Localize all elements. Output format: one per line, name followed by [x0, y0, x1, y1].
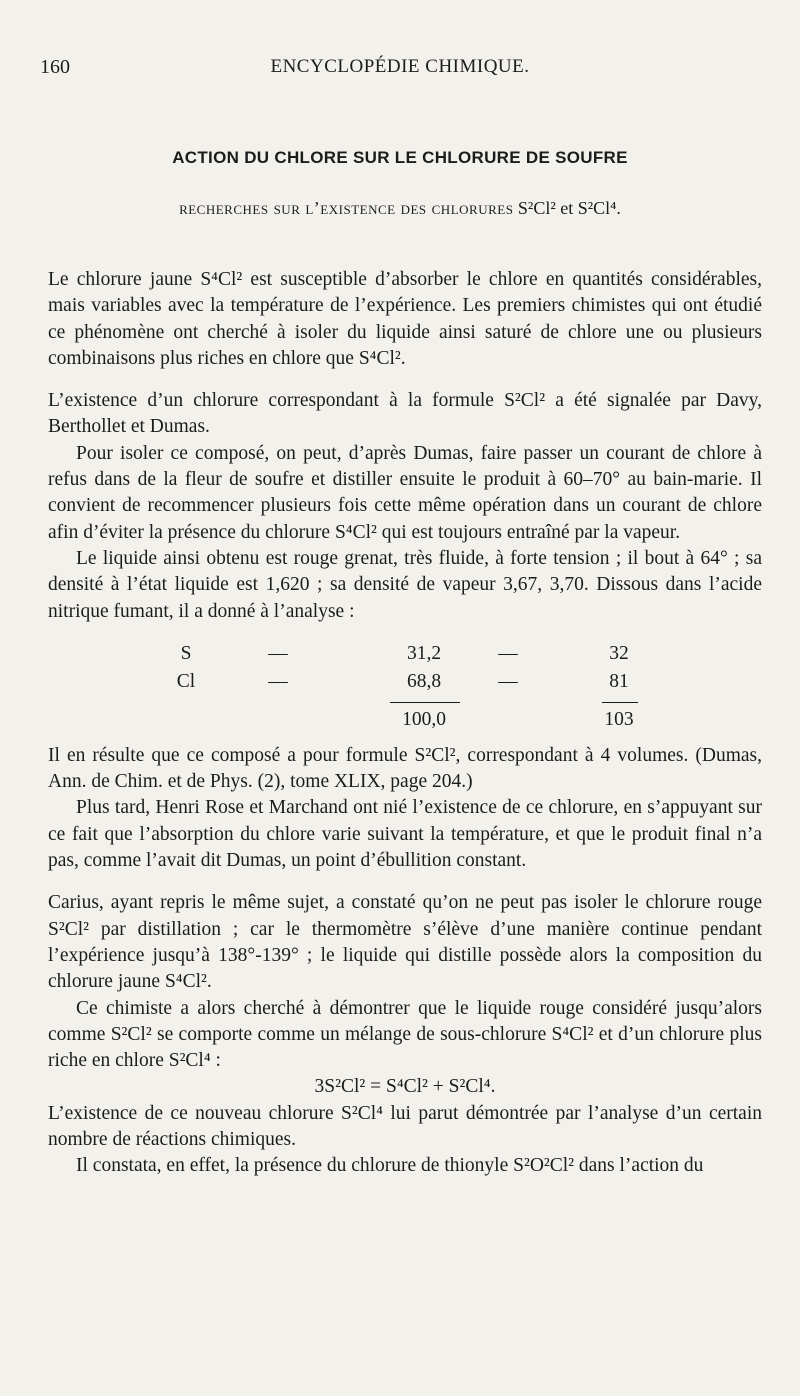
running-header: [0, 56, 800, 86]
paragraph: Carius, ayant repris le même sujet, a constaté qu’on ne peut pas isoler le chlorure rouge S²Cl² par distillation ; car le thermomètre s’élève d’une manière continue pendant l’expérience jusqu’à 138°-139° ; le liquide qui distille possède alors la composition du chlorure jaune S⁴Cl².: [48, 892, 762, 993]
paragraph: Ce chimiste a alors cherché à démontrer que le liquide rouge considéré jusqu’alors comme S²Cl² se comporte comme un mélange de sous-chlorure S⁴Cl² et d’un chlorure plus riche en chlore S²Cl⁴ :: [48, 997, 762, 1072]
theory-cell: 32: [609, 642, 629, 664]
dash-cell: —: [498, 642, 518, 664]
paragraph: Il constata, en effet, la présence du chlorure de thionyle S²O²Cl² dans l’action du: [76, 1155, 704, 1177]
article-subtitle: [0, 198, 800, 219]
dash-cell: —: [268, 642, 288, 664]
paragraph: Pour isoler ce composé, on peut, d’après Dumas, faire passer un courant de chlore à refus dans de la fleur de soufre et distiller ensuite le produit à 60–70° au bain-marie. Il convient de recommencer plusieurs fois cette même opération dans un courant de chlore afin d’éviter la présence du chlorure S⁴Cl² qui est toujours entraîné par la vapeur.: [48, 442, 762, 543]
dash-cell: —: [498, 670, 518, 692]
paragraph: Il en résulte que ce composé a pour formule S²Cl², correspondant à 4 volumes. (Dumas, Ann. de Chim. et de Phys. (2), tome XLIX, page 204.): [48, 744, 762, 793]
page-number: 160: [40, 56, 70, 78]
percent-cell: 31,2: [406, 642, 442, 664]
dash-cell: —: [268, 670, 288, 692]
paragraph: Plus tard, Henri Rose et Marchand ont nié l’existence de ce chlorure, en s’appuyant sur ce fait que l’absorption du chlore varie suivant la température, et que le produit final n’a pas, comme l’avait dit Dumas, un point d’ébullition constant.: [48, 797, 762, 872]
running-title: ENCYCLOPÉDIE CHIMIQUE.: [270, 56, 530, 77]
equation: 3S²Cl² = S⁴Cl² + S²Cl⁴.: [314, 1076, 496, 1098]
sum-rule: [390, 702, 460, 703]
element-cell: Cl: [176, 670, 196, 692]
paragraph: Le chlorure jaune S⁴Cl² est susceptible d’absorber le chlore en quantités considérables, mais variables avec la température de l’expérience. Les premiers chimistes qui ont étudié ce phénomène ont cherché à isoler du liquide ainsi saturé de chlore une ou plusieurs combinaisons plus riches en chlore que S⁴Cl².: [48, 269, 762, 369]
paragraph: L’existence de ce nouveau chlorure S²Cl⁴ lui parut démontrée par l’analyse d’un certain nombre de réactions chimiques.: [48, 1102, 762, 1151]
element-cell: S: [180, 642, 192, 664]
paragraph: L’existence d’un chlorure correspondant à la formule S²Cl² a été signalée par Davy, Berthollet et Dumas.: [48, 390, 762, 438]
total-percent: 100,0: [402, 708, 446, 730]
sum-rule: [602, 702, 638, 703]
analysis-table: [48, 629, 762, 739]
subtitle-formula: S²Cl² et S²Cl⁴.: [517, 198, 621, 218]
article-title: ACTION DU CHLORE SUR LE CHLORURE DE SOUFRE: [172, 148, 628, 167]
theory-cell: 81: [609, 670, 629, 692]
article-body: [48, 267, 762, 1180]
subtitle-lead: recherches sur l’existence des chlorures: [179, 198, 514, 218]
total-theory: 103: [604, 708, 634, 730]
paragraph: Le liquide ainsi obtenu est rouge grenat, très fluide, à forte tension ; il bout à 64° ; sa densité à l’état liquide est 1,620 ; sa densité de vapeur 3,67, 3,70. Dissous dans l’acide nitrique fumant, il a donné à l’analyse :: [48, 547, 762, 622]
percent-cell: 68,8: [406, 670, 442, 692]
